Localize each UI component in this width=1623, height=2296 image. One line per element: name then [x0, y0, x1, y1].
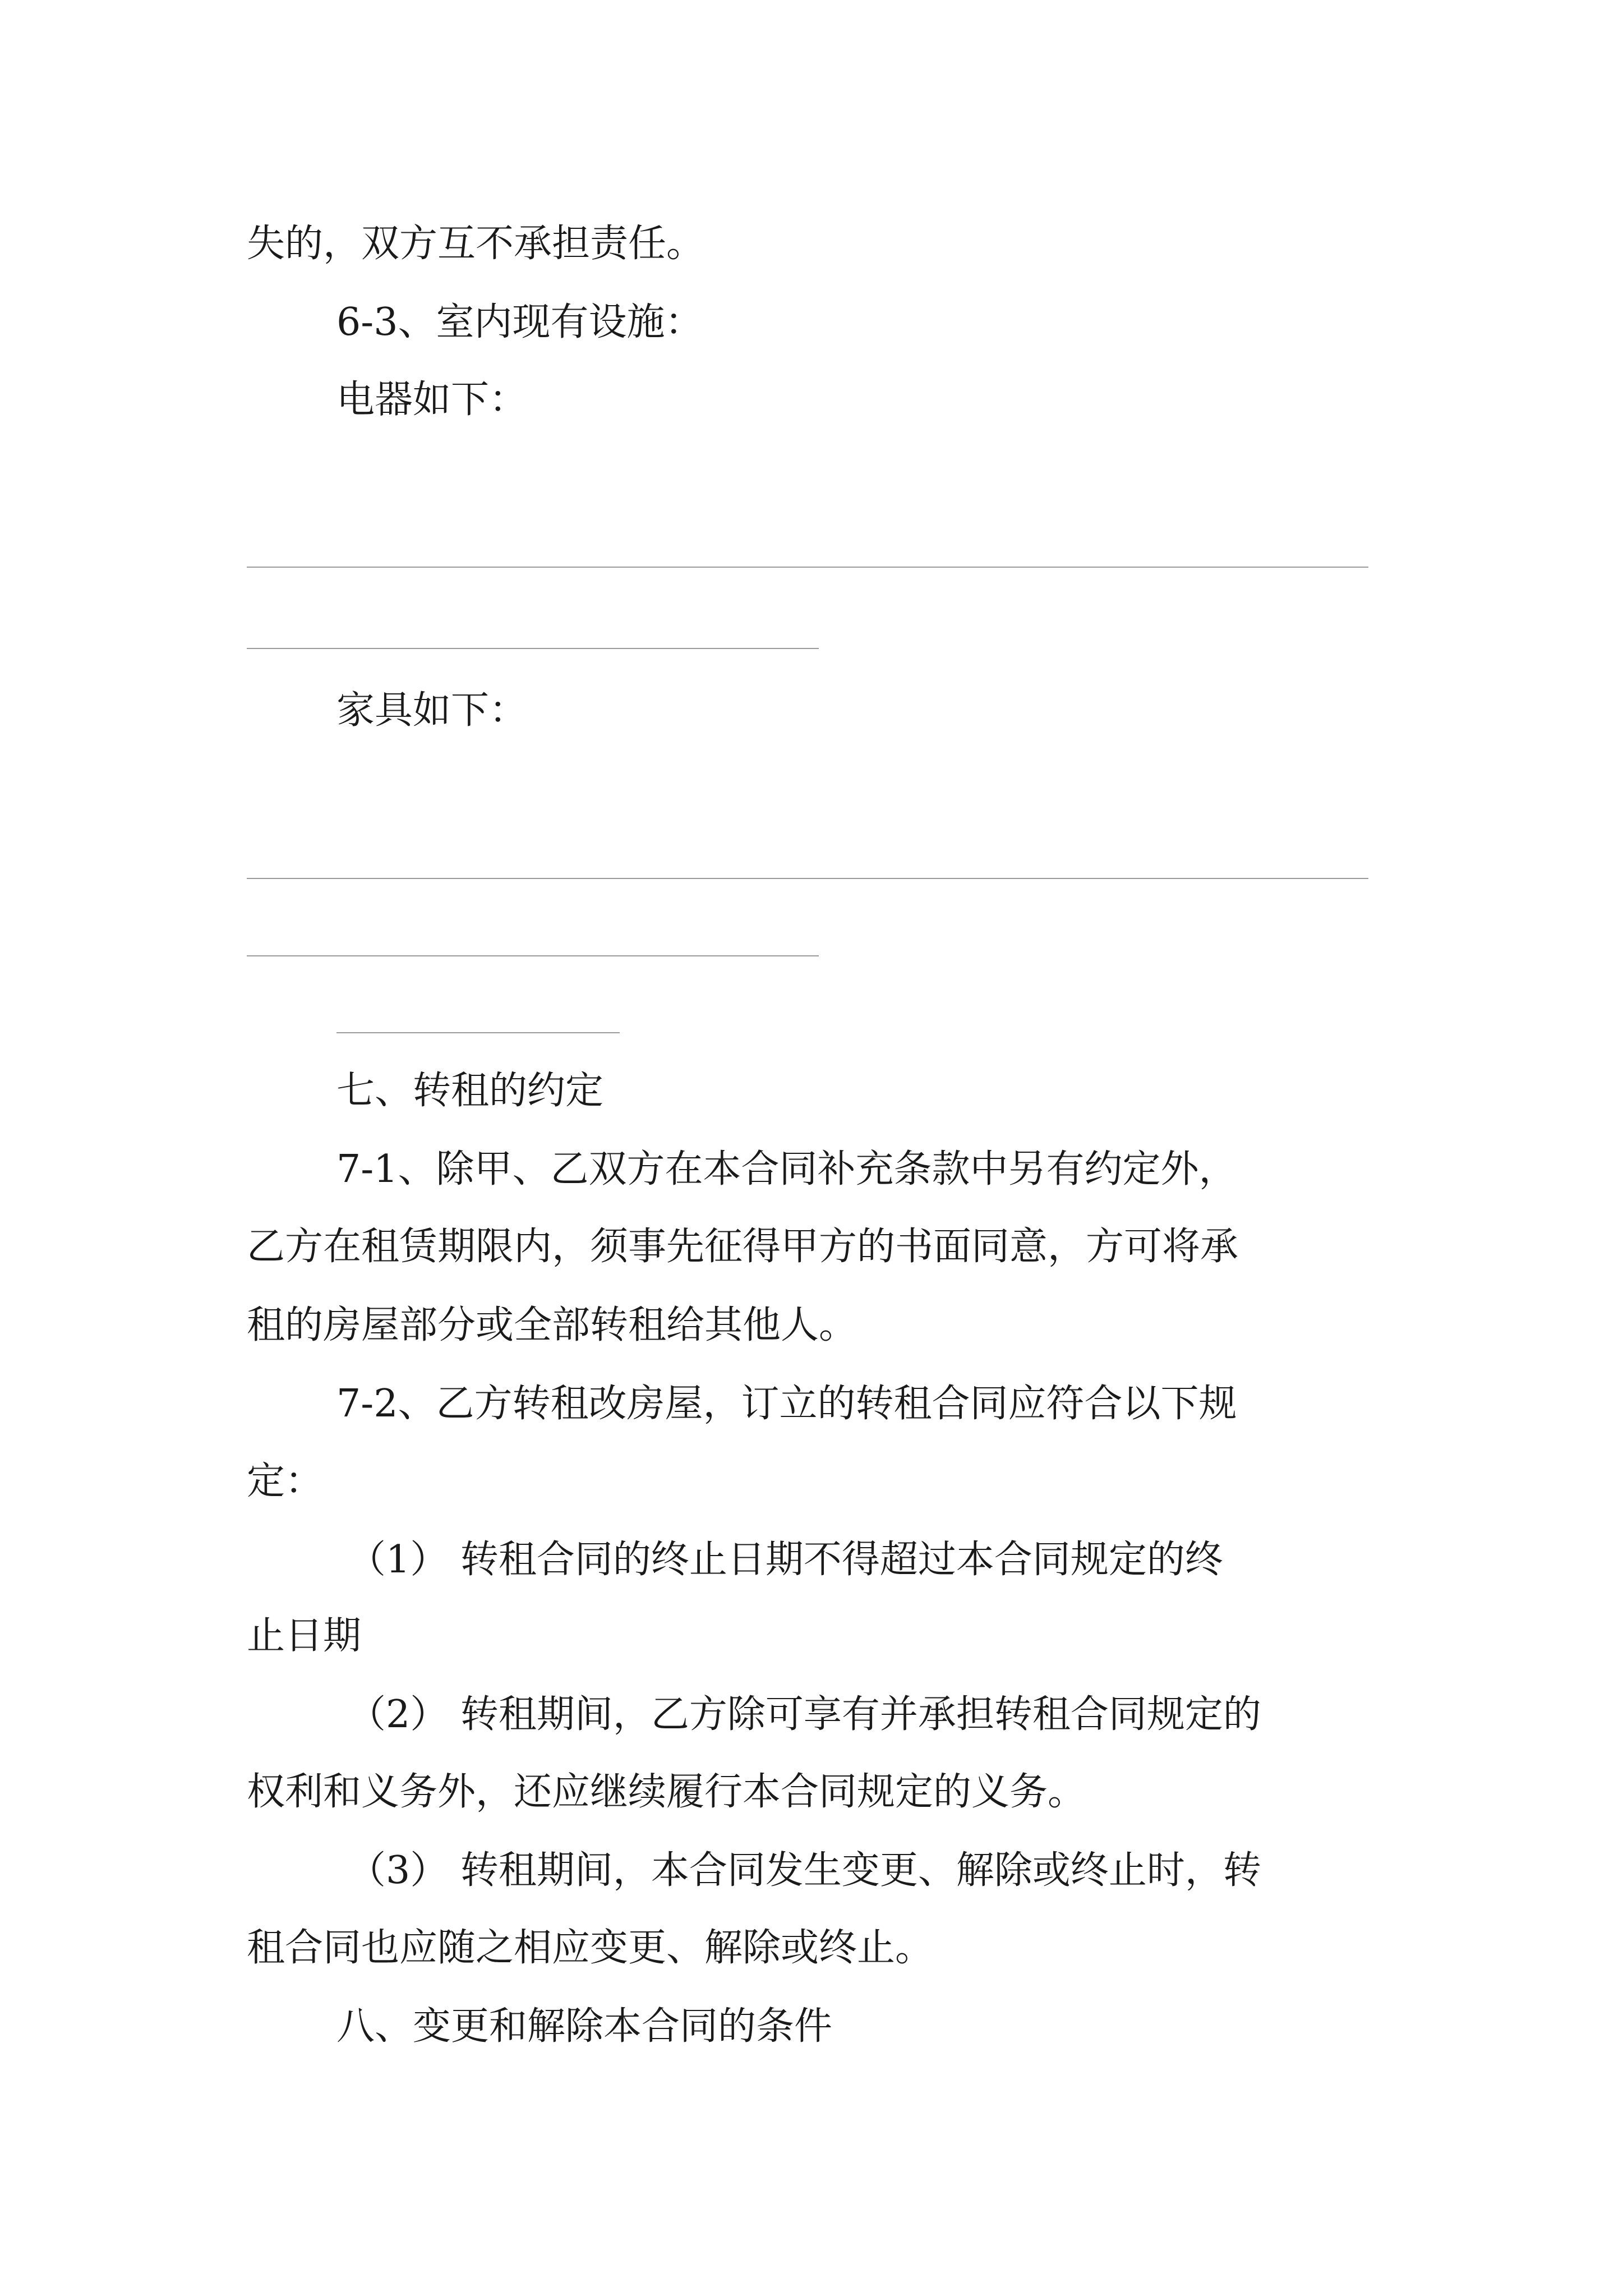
item-3-line-2: 租合同也应随之相应变更、解除或终止。	[247, 1926, 934, 1970]
item-2-line-1: （2） 转租期间，乙方除可享有并承担转租合同规定的	[348, 1692, 1261, 1737]
furniture-blank-line-1	[247, 878, 1368, 879]
item-1-line-1: （1） 转租合同的终止日期不得超过本合同规定的终	[348, 1538, 1223, 1582]
clause-7-1-line-3: 租的房屋部分或全部转租给其他人。	[247, 1303, 857, 1347]
clause-7-1-line-1: 7-1、除甲、乙双方在本合同补充条款中另有约定外，	[336, 1147, 1237, 1191]
furniture-blank-line-2	[247, 955, 819, 956]
clause-7-2-line-1: 7-2、乙方转租改房屋，订立的转租合同应符合以下规	[336, 1382, 1237, 1426]
text-line: 失的，双方互不承担责任。	[247, 222, 705, 266]
furniture-label: 家具如下：	[336, 688, 528, 733]
section-7-heading: 七、转租的约定	[336, 1069, 604, 1113]
item-3-line-1: （3） 转租期间，本合同发生变更、解除或终止时，转	[348, 1848, 1261, 1893]
clause-7-1-line-2: 乙方在租赁期限内，须事先征得甲方的书面同意，方可将承	[247, 1225, 1239, 1269]
item-2-line-2: 权利和义务外，还应继续履行本合同规定的义务。	[247, 1770, 1086, 1814]
appliances-label: 电器如下：	[336, 378, 528, 422]
clause-7-2-line-2: 定：	[247, 1459, 324, 1503]
clause-6-3-heading: 6-3、室内现有设施：	[336, 300, 703, 344]
furniture-blank-line-3	[336, 1032, 620, 1033]
item-1-line-2: 止日期	[247, 1614, 362, 1658]
appliances-blank-line-1	[247, 567, 1368, 568]
section-8-heading: 八、变更和解除本合同的条件	[336, 2004, 833, 2049]
appliances-blank-line-2	[247, 648, 819, 649]
